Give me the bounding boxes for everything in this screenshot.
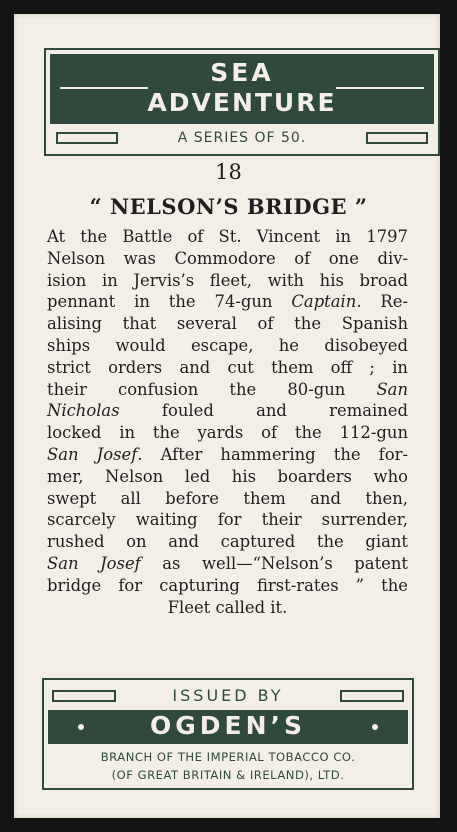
ship-name: Nicholas [47,401,120,421]
text-line [47,357,408,379]
text-line [47,291,408,313]
series-count: A SERIES OF 50. [177,130,307,146]
header-band [50,54,434,124]
text-segment: swept all before them and then, [47,488,408,508]
text-segment: . Re- [356,292,409,312]
company-line1: BRANCH OF THE IMPERIAL TOBACCO CO. [100,750,356,764]
card-description [47,226,408,618]
text-segment: their confusion the 80-gun [47,379,377,399]
text-line [47,553,408,575]
text-line [47,379,408,401]
text-segment: bridge for capturing first-rates ” the [47,575,408,595]
text-segment: ships would escape, he disobeyed [47,335,408,355]
text-segment: ision in Jervis’s fleet, with his broad [47,270,408,290]
brand-band [48,710,408,744]
text-line [47,488,408,510]
brand-name: OGDEN’S [149,711,307,740]
series-header [44,48,440,156]
header-title-line1: SEA [210,58,274,87]
text-segment: fouled and remained [119,401,408,421]
text-line [47,400,408,422]
text-segment: strict orders and cut them off ; in [47,357,408,377]
company-line2: (OF GREAT BRITAIN & IRELAND), LTD. [111,768,345,782]
text-line [47,313,408,335]
text-line [47,466,408,488]
text-line [47,575,408,597]
text-segment: rushed on and captured the giant [47,532,408,552]
ship-name: San Josef [47,553,141,573]
text-segment: alising that several of the Spanish [47,314,408,334]
text-segment: scarcely waiting for their surrender, [47,510,408,530]
text-segment: locked in the yards of the 112-gun [47,423,408,443]
header-title-line2: ADVENTURE [147,88,337,117]
text-segment: mer, Nelson led his boarders who [47,466,408,486]
text-line [47,422,408,444]
ship-name: San Josef [47,444,138,464]
text-line [47,335,408,357]
text-segment: pennant in the 74-gun [47,292,292,312]
text-line [47,531,408,553]
text-line [47,509,408,531]
text-segment: . After hammering the for- [137,444,408,464]
ship-name: San [376,379,408,399]
text-segment: At the Battle of St. Vincent in 1797 [47,227,408,246]
text-line [47,248,408,270]
card-title: “ NELSON’S BRIDGE ” [89,194,368,219]
issued-by-label: ISSUED BY [172,686,284,705]
text-segment: as well—“Nelson’s patent [140,553,408,573]
issuer-footer [42,678,414,790]
text-line [47,226,408,248]
text-line [47,597,408,619]
text-line [47,270,408,292]
ship-name: Captain [291,292,357,312]
card-number: 18 [215,160,242,184]
text-segment: Fleet called it. [167,597,288,617]
text-line [47,444,408,466]
text-segment: Nelson was Commodore of one div- [47,248,408,268]
